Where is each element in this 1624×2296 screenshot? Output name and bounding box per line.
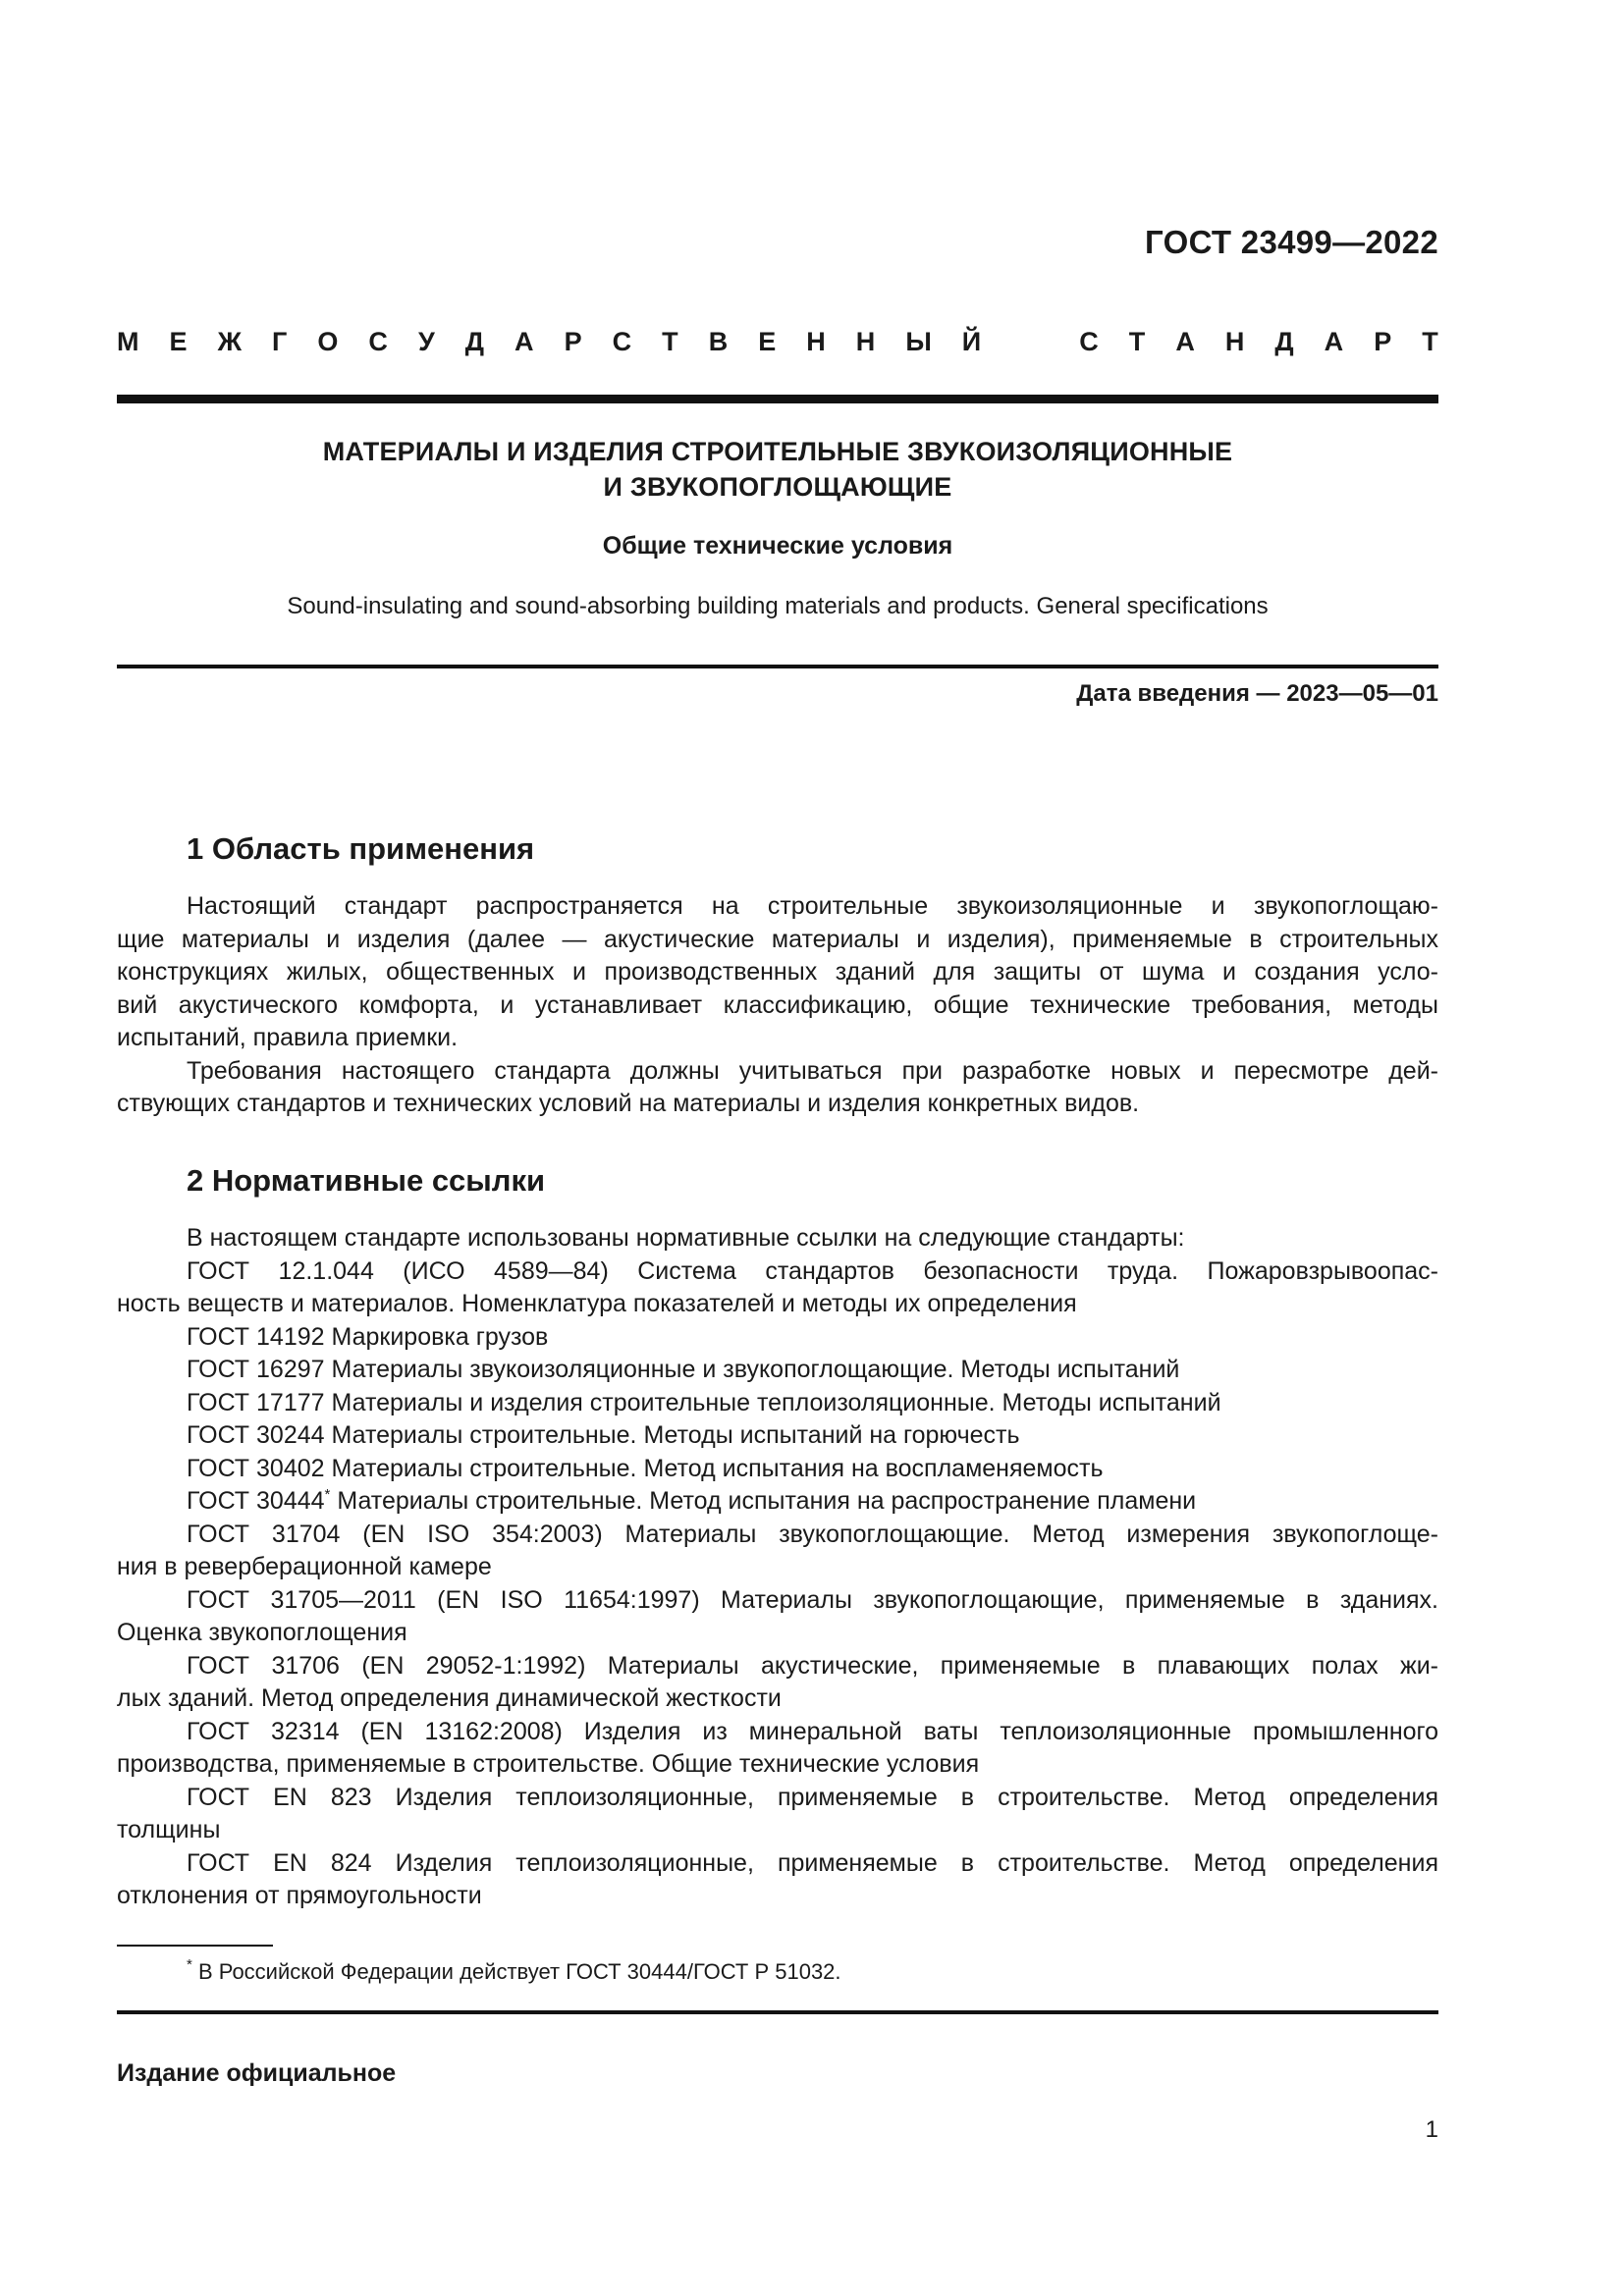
- banner-letter: О: [317, 327, 339, 356]
- banner-letter: Н: [1224, 327, 1245, 356]
- footnote-text: В Российской Федерации действует ГОСТ 30444/ГОСТ Р 51032.: [191, 1959, 841, 1984]
- reference-line: отклонения от прямоугольности: [117, 1882, 482, 1909]
- reference-line: ГОСТ 31704 (EN ISO 354:2003) Материалы звукопоглощающие. Метод измерения звукопоглоще-: [187, 1520, 1438, 1548]
- reference-line: ГОСТ 30402 Материалы строительные. Метод испытания на воспламеняемость: [187, 1454, 1104, 1482]
- document-title: [117, 434, 1438, 505]
- interstate-standard-banner: [117, 327, 1438, 357]
- header-rule: [117, 395, 1438, 403]
- reference-line: ния в реверберационной камере: [117, 1553, 492, 1580]
- english-title: Sound-insulating and sound-absorbing building materials and products. General specifications: [287, 593, 1269, 619]
- banner-letter: Е: [169, 327, 188, 356]
- banner-letter: Р: [1374, 327, 1392, 356]
- title-rule: [117, 665, 1438, 668]
- footer-rule: [117, 2010, 1438, 2014]
- section-1-text: [117, 890, 1438, 1121]
- reference-line: ГОСТ 31705—2011 (EN ISO 11654:1997) Материалы звукопоглощающие, применяемые в зданиях.: [187, 1585, 1438, 1614]
- banner-letter: М: [117, 327, 139, 356]
- footnote-marker[interactable]: *: [324, 1486, 331, 1503]
- reference-line: ГОСТ 12.1.044 (ИСО 4589—84) Система стандартов безопасности труда. Пожаровзрывоопас-: [187, 1256, 1438, 1285]
- banner-word-gap: [1011, 327, 1049, 357]
- title-line-2: И ЗВУКОПОГЛОЩАЮЩИЕ: [603, 472, 952, 502]
- footnote-separator: [117, 1945, 273, 1947]
- banner-letter: Р: [564, 327, 582, 356]
- reference-line: ГОСТ 31706 (EN 29052-1:1992) Материалы акустические, применяемые в плавающих полах жи-: [187, 1651, 1438, 1680]
- text-line: вий акустического комфорта, и устанавливает классификацию, общие технические требования, методы: [117, 990, 1438, 1019]
- page-number: 1: [1425, 2116, 1438, 2143]
- reference-line: ность веществ и материалов. Номенклатура показателей и методы их определения: [117, 1290, 1077, 1317]
- reference-line: [117, 1485, 1438, 1519]
- footnote: [187, 1956, 841, 1985]
- reference-line: ГОСТ 16297 Материалы звукоизоляционные и звукопоглощающие. Методы испытаний: [187, 1356, 1180, 1383]
- banner-letter: С: [368, 327, 388, 356]
- banner-letter: У: [417, 327, 435, 356]
- section-2-heading: 2 Нормативные ссылки: [187, 1163, 546, 1198]
- reference-code: ГОСТ 30444: [187, 1487, 325, 1515]
- banner-letter: Г: [272, 327, 288, 356]
- text-line: испытаний, правила приемки.: [117, 1024, 459, 1051]
- reference-line: ГОСТ 32314 (EN 13162:2008) Изделия из минеральной ваты теплоизоляционные промышленного: [187, 1717, 1438, 1745]
- banner-letter: Т: [662, 327, 678, 356]
- banner-letter: Н: [855, 327, 876, 356]
- banner-letter: А: [1175, 327, 1195, 356]
- text-line: Настоящий стандарт распространяется на строительные звукоизоляционные и звукопоглощаю-: [187, 892, 1438, 920]
- reference-line: ГОСТ 17177 Материалы и изделия строительные теплоизоляционные. Методы испытаний: [187, 1388, 1221, 1416]
- footnote-mark: *: [187, 1956, 192, 1973]
- banner-letter: Ж: [217, 327, 242, 356]
- banner-letter: С: [1079, 327, 1099, 356]
- official-edition-label: Издание официальное: [117, 2059, 397, 2087]
- references-intro: В настоящем стандарте использованы нормативные ссылки на следующие стандарты:: [187, 1224, 1185, 1252]
- banner-letter: Н: [806, 327, 826, 356]
- reference-line: ГОСТ 30244 Материалы строительные. Методы испытаний на горючесть: [187, 1421, 1020, 1449]
- banner-letter: Й: [961, 327, 982, 356]
- banner-letter: А: [514, 327, 534, 356]
- reference-line: ГОСТ EN 824 Изделия теплоизоляционные, применяемые в строительстве. Метод определения: [187, 1848, 1438, 1877]
- document-number: ГОСТ 23499—2022: [1145, 224, 1438, 260]
- banner-letter: С: [612, 327, 632, 356]
- reference-line: ГОСТ EN 823 Изделия теплоизоляционные, применяемые в строительстве. Метод определения: [187, 1783, 1438, 1811]
- reference-line: толщины: [117, 1816, 221, 1843]
- banner-letter: Т: [1422, 327, 1438, 356]
- text-line: ствующих стандартов и технических условий на материалы и изделия конкретных видов.: [117, 1090, 1140, 1117]
- reference-line: производства, применяемые в строительстве. Общие технические условия: [117, 1750, 980, 1778]
- introduction-date: Дата введения — 2023—05—01: [1076, 680, 1438, 707]
- section-1-heading: 1 Область применения: [187, 831, 535, 866]
- document-subtitle: Общие технические условия: [602, 532, 953, 560]
- reference-line: Оценка звукопоглощения: [117, 1619, 407, 1646]
- banner-letter: В: [708, 327, 729, 356]
- normative-references-list: [117, 1222, 1438, 1913]
- banner-letter: Д: [1274, 327, 1294, 356]
- title-line-1: МАТЕРИАЛЫ И ИЗДЕЛИЯ СТРОИТЕЛЬНЫЕ ЗВУКОИЗОЛЯЦИОННЫЕ: [322, 437, 1233, 466]
- banner-letter: Д: [464, 327, 485, 356]
- reference-title: Материалы строительные. Метод испытания на распространение пламени: [330, 1487, 1197, 1515]
- banner-letter: Т: [1128, 327, 1146, 356]
- text-line: Требования настоящего стандарта должны учитываться при разработке новых и пересмотре дей-: [187, 1056, 1438, 1085]
- banner-letter: Ы: [905, 327, 932, 356]
- reference-line: ГОСТ 14192 Маркировка грузов: [187, 1322, 549, 1351]
- banner-letter: Е: [758, 327, 777, 356]
- reference-line: лых зданий. Метод определения динамической жесткости: [117, 1684, 782, 1712]
- text-line: конструкциях жилых, общественных и производственных зданий для защиты от шума и создания усло-: [117, 958, 1438, 986]
- text-line: щие материалы и изделия (далее — акустические материалы и изделия), применяемые в строительных: [117, 925, 1438, 953]
- banner-letter: А: [1324, 327, 1344, 356]
